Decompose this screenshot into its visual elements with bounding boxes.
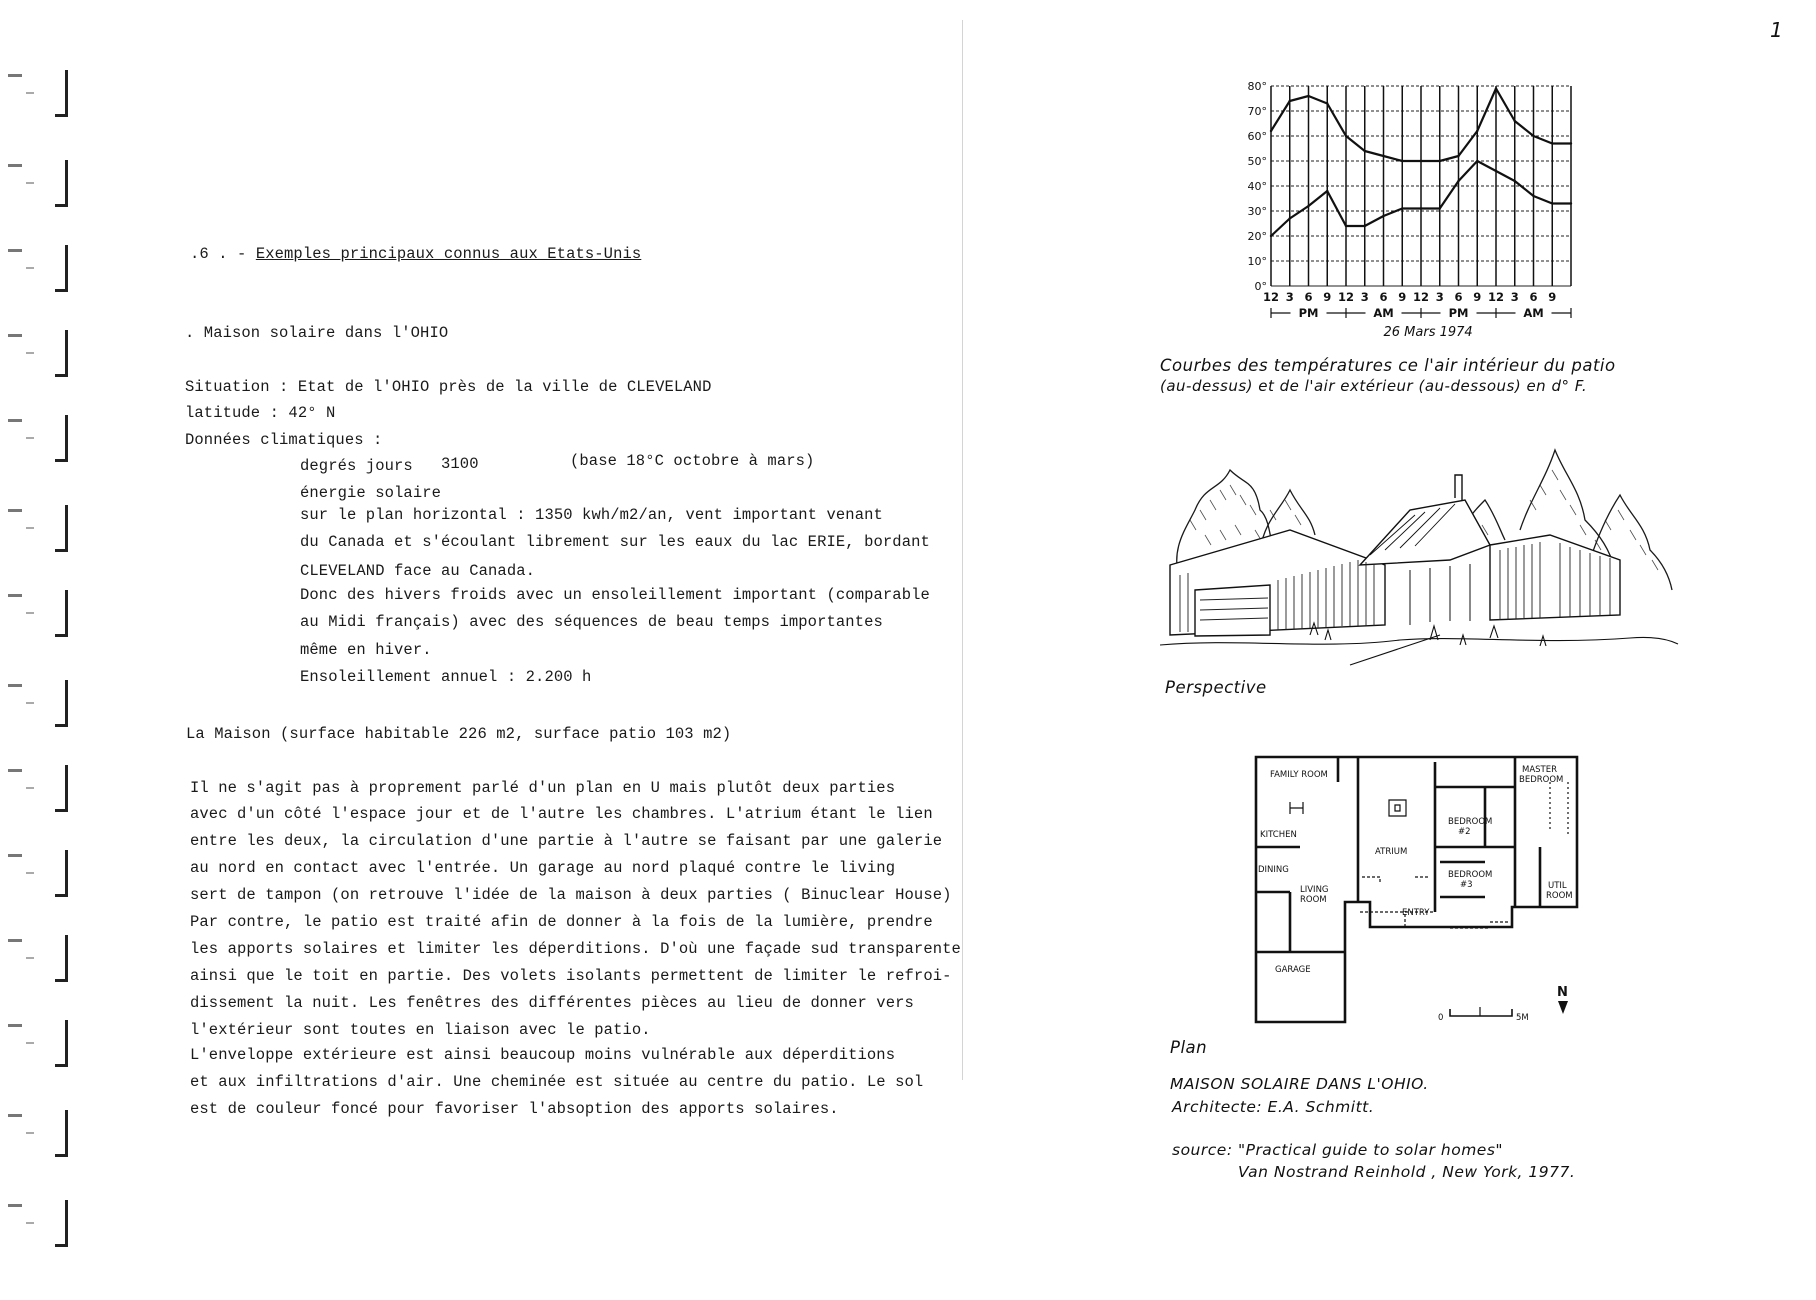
chart-data-point [1420,160,1422,162]
plan-room-master: MASTER [1522,765,1558,775]
garage-door [1195,585,1270,636]
latitude-line: latitude : 42° N [185,404,336,422]
body-line: et aux infiltrations d'air. Une cheminée est située au centre du patio. Le sol [190,1073,924,1091]
body-line: au nord en contact avec l'entrée. Un garage au nord plaqué contre le living [190,859,896,877]
scale-bar [1450,1009,1512,1016]
chart-x-tick-label: 9 [1473,290,1482,304]
maison-heading [186,725,731,743]
plan-room-util: UTIL [1548,881,1567,891]
chart-data-point [1289,100,1291,102]
binding-tick [26,1222,34,1224]
binding-dash [8,684,22,687]
chart-x-tick-label: 3 [1360,290,1369,304]
chart-x-tick-label: 3 [1285,290,1294,304]
binding-bracket [55,850,68,897]
chart-data-point [1514,120,1516,122]
section-title: Exemples principaux connus aux Etats-Unis [255,245,642,263]
chart-x-tick-label: 6 [1304,290,1313,304]
binding-tick [26,527,34,529]
binding-ring [8,1110,74,1156]
plan-atrium-wall [1338,757,1435,912]
chart-data-point [1401,207,1403,209]
binding-tick [26,702,34,704]
climate-line: au Midi français) avec des séquences de beau temps importantes [300,613,883,631]
binding-ring [8,330,74,376]
binding-dash [8,769,22,772]
binding-dash [8,1114,22,1117]
binding-dash [8,854,22,857]
body-line: Il ne s'agit pas à proprement parlé d'un plan en U mais plutôt deux parties [190,779,896,797]
chart-x-tick-label: 3 [1435,290,1444,304]
chart-period-label: PM [1448,306,1469,320]
chart-data-point [1289,217,1291,219]
chart-y-tick-label: 20° [1247,230,1267,243]
chart-y-tick-label: 50° [1247,155,1267,168]
situation-line: Situation : Etat de l'OHIO près de la ville de CLEVELAND [185,378,712,396]
climate-line: énergie solaire [300,484,442,502]
binding-ring [8,70,74,116]
climate-line: même en hiver. [300,641,432,659]
chart-data-point [1495,87,1497,89]
chart-y-tick-label: 40° [1247,180,1267,193]
chart-data-point [1307,95,1309,97]
chart-data-point [1551,142,1553,144]
binding-tick [26,352,34,354]
chart-data-point [1382,215,1384,217]
body-line: l'extérieur sont toutes en liaison avec le patio. [190,1021,651,1039]
chart-x-tick-label: 12 [1262,290,1280,304]
chimney [1455,475,1462,500]
binding-dash [8,509,22,512]
plan-room-garage: GARAGE [1275,965,1311,975]
body-line: sert de tampon (on retrouve l'idée de la maison à deux parties ( Binuclear House) [190,886,952,904]
binding-tick [26,437,34,439]
chart-data-point [1270,130,1272,132]
binding-ring [8,505,74,551]
climate-line: sur le plan horizontal : 1350 kwh/m2/an, vent important venant [300,506,883,524]
chart-x-tick-label: 9 [1398,290,1407,304]
chart-y-tick-label: 10° [1247,255,1267,268]
chart-data-point [1345,225,1347,227]
plan-entry: ENTRY [1402,908,1430,918]
binding-dash [8,164,22,167]
chart-data-point [1570,142,1572,144]
plan-scale-five: 5M [1516,1013,1529,1023]
binding-tick [26,182,34,184]
chart-y-tick-label: 30° [1247,205,1267,218]
chart-data-point [1364,225,1366,227]
climate-line: Donc des hivers froids avec un ensoleillement important (comparable [300,586,930,604]
chart-data-point [1532,195,1534,197]
chart-data-point [1457,180,1459,182]
binding-bracket [55,1200,68,1247]
chart-y-tick-label: 70° [1247,105,1267,118]
binding-bracket [55,160,68,207]
chart-data-point [1270,235,1272,237]
binding-bracket [55,70,68,117]
binding-ring [8,160,74,206]
credit-publisher: Van Nostrand Reinhold , New York, 1977. [1238,1163,1576,1181]
chart-data-point [1401,160,1403,162]
binding-dash [8,334,22,337]
binding-bracket [55,680,68,727]
degree-days-label: degrés jours [300,457,413,475]
plan-room-living: LIVING [1300,885,1329,895]
climate-line: CLEVELAND face au Canada. [300,562,536,580]
chart-x-tick-label: 12 [1487,290,1505,304]
section-dash: - [237,245,247,263]
atrium-roof [1360,500,1490,565]
chart-data-point [1326,190,1328,192]
binding-ring [8,590,74,636]
binding-dash [8,1204,22,1207]
plan-room-kitchen: KITCHEN [1260,830,1297,840]
plan-room-bedroom-3-number: #3 [1460,880,1473,890]
plan-room-master-bedroom: BEDROOM [1519,775,1564,785]
chart-date-label: 26 Mars 1974 [1383,325,1473,340]
page-fold [962,20,963,1080]
maison-label: La Maison [186,725,271,743]
chart-x-tick-label: 12 [1337,290,1355,304]
climate-line: du Canada et s'écoulant librement sur les eaux du lac ERIE, bordant [300,533,930,551]
body-line: dissement la nuit. Les fenêtres des différentes pièces au lieu de donner vers [190,994,914,1012]
chart-data-point [1307,205,1309,207]
degree-days-note: (base 18°C octobre à mars) [570,452,815,470]
section-heading [190,245,641,263]
fireplace-icon [1389,800,1406,816]
binding-bracket [55,415,68,462]
chart-data-point [1476,160,1478,162]
chart-data-point [1382,155,1384,157]
body-line: ainsi que le toit en partie. Des volets isolants permettent de limiter le refroi- [190,967,952,985]
binding-bracket [55,245,68,292]
binding-tick [26,787,34,789]
chart-data-point [1570,202,1572,204]
binding-tick [26,1042,34,1044]
binding-bracket [55,1020,68,1067]
chart-caption-line: (au-dessus) et de l'air extérieur (au-dessous) en d° F. [1160,377,1588,395]
chart-data-point [1514,180,1516,182]
chart-data-point [1457,155,1459,157]
body-line: est de couleur foncé pour favoriser l'absoption des apports solaires. [190,1100,839,1118]
plan-room-util-room: ROOM [1546,891,1573,901]
body-line: entre les deux, la circulation d'une partie à l'autre se faisant par une galerie [190,832,943,850]
credit-source: source: "Practical guide to solar homes" [1172,1141,1504,1159]
plan-north-label: N [1557,985,1568,1000]
chart-y-tick-label: 60° [1247,130,1267,143]
body-line: les apports solaires et limiter les déperditions. D'où une façade sud transparente [190,940,961,958]
binding-ring [8,1200,74,1246]
chart-y-tick-label: 80° [1247,80,1267,93]
chart-x-tick-label: 9 [1548,290,1557,304]
binding-ring [8,850,74,896]
chart-x-tick-label: 6 [1529,290,1538,304]
house-title: . Maison solaire dans l'OHIO [185,324,449,342]
sunshine-line: Ensoleillement annuel : 2.200 h [300,668,592,686]
plan-room-atrium: ATRIUM [1375,847,1408,857]
plan-scale-zero: 0 [1438,1013,1444,1023]
degree-days-value: 3100 [441,455,479,473]
binding-tick [26,957,34,959]
body-line: avec d'un côté l'espace jour et de l'autre les chambres. L'atrium étant le lien [190,805,933,823]
plan-room-dining: DINING [1258,865,1289,875]
chart-x-tick-label: 3 [1510,290,1519,304]
binding-dash [8,249,22,252]
chart-period-label: AM [1523,306,1544,320]
plan-room-living-room: ROOM [1300,895,1327,905]
plan-room-bedroom-3: BEDROOM [1448,870,1493,880]
binding-dash [8,419,22,422]
chart-data-point [1495,170,1497,172]
temperature-chart [1225,78,1605,343]
binding-ring [8,935,74,981]
binding-dash [8,74,22,77]
chart-data-point [1345,135,1347,137]
chart-x-tick-label: 6 [1454,290,1463,304]
chart-data-point [1439,160,1441,162]
plan-label: Plan [1170,1038,1208,1057]
binding-tick [26,872,34,874]
binding-dash [8,1024,22,1027]
chart-data-point [1439,207,1441,209]
climate-heading: Données climatiques : [185,431,383,449]
binding-tick [26,267,34,269]
spiral-binding [0,0,80,1300]
chart-data-point [1420,207,1422,209]
binding-tick [26,92,34,94]
plan-room-family: FAMILY ROOM [1270,770,1328,780]
perspective-label: Perspective [1165,678,1267,697]
body-line: L'enveloppe extérieure est ainsi beaucoup moins vulnérable aux déperditions [190,1046,896,1064]
section-number: .6 . [190,245,228,263]
binding-ring [8,415,74,461]
chart-caption-line: Courbes des températures ce l'air intérieur du patio [1160,356,1616,375]
chart-x-tick-label: 12 [1412,290,1430,304]
chart-x-tick-label: 9 [1323,290,1332,304]
house-perspective-sketch [1160,440,1680,675]
credit-title: MAISON SOLAIRE DANS L'OHIO. [1170,1075,1429,1093]
binding-bracket [55,330,68,377]
binding-bracket [55,935,68,982]
chart-data-point [1476,130,1478,132]
floor-plan [1250,752,1620,1027]
binding-ring [8,245,74,291]
chart-data-point [1551,202,1553,204]
binding-bracket [55,1110,68,1157]
chart-period-label: AM [1373,306,1394,320]
binding-ring [8,1020,74,1066]
body-line: Par contre, le patio est traité afin de donner à la fois de la lumière, prendre [190,913,933,931]
chart-data-point [1532,135,1534,137]
binding-bracket [55,590,68,637]
credit-architect: Architecte: E.A. Schmitt. [1172,1098,1375,1116]
chart-period-label: PM [1298,306,1319,320]
chart-data-point [1326,102,1328,104]
binding-ring [8,680,74,726]
north-arrow-icon [1558,1001,1568,1014]
plan-room-bedroom-2: BEDROOM [1448,817,1493,827]
binding-bracket [55,765,68,812]
binding-tick [26,1132,34,1134]
page-number: 1 [1770,18,1784,42]
chart-data-point [1364,150,1366,152]
bedroom-wing [1490,535,1620,620]
plan-room-bedroom-2-number: #2 [1458,827,1471,837]
binding-dash [8,594,22,597]
binding-bracket [55,505,68,552]
binding-ring [8,765,74,811]
chart-y-tick-label: 0° [1254,280,1267,293]
maison-surface: (surface habitable 226 m2, surface patio 103 m2) [280,725,732,743]
chart-x-tick-label: 6 [1379,290,1388,304]
binding-dash [8,939,22,942]
plan-wall [1256,847,1300,952]
binding-tick [26,612,34,614]
